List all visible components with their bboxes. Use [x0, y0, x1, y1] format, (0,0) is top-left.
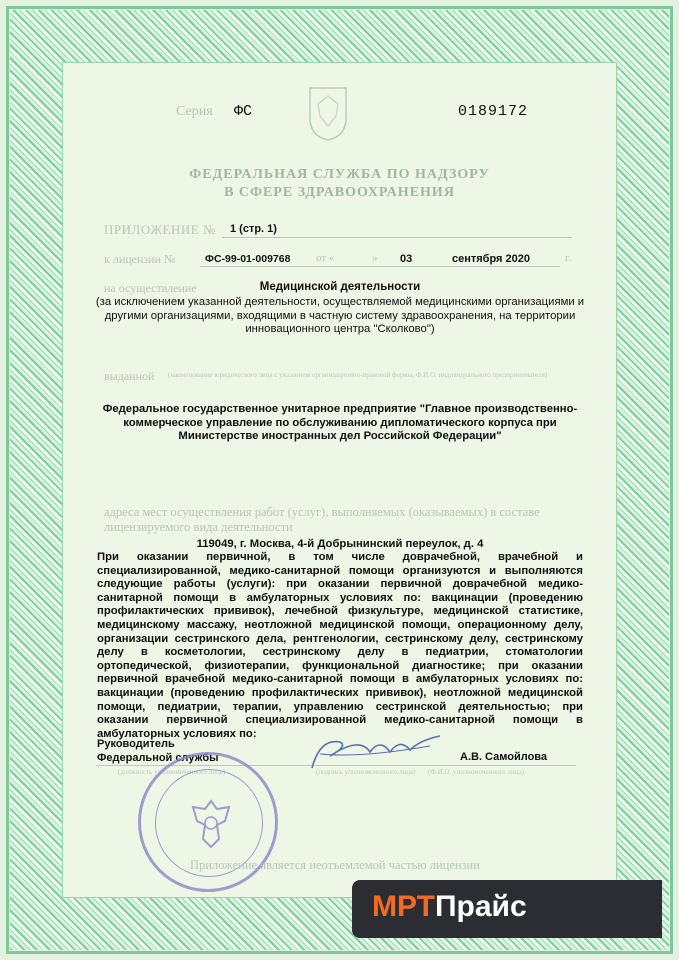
activity-label: на осуществление: [104, 281, 197, 295]
issued-org: Федеральное государственное унитарное предприятие "Главное производственно-коммерческое управление по обслуживанию дипломатического корпуса при Министерстве иностранных дел Российской Федерации": [102, 403, 578, 443]
license-month-year: сентября 2020: [452, 253, 530, 265]
license-number: 0189172: [458, 103, 529, 120]
license-quote-close: »: [372, 252, 378, 264]
brand-watermark: [352, 880, 662, 938]
license-ref-number: ФС-99-01-009768: [205, 253, 291, 265]
activity-title: Медицинской деятельности: [259, 281, 421, 293]
license-underline: [200, 266, 560, 267]
appendix-underline: [222, 237, 572, 238]
agency-line-1: ФЕДЕРАЛЬНАЯ СЛУЖБА ПО НАДЗОРУ: [189, 167, 490, 182]
appendix-label: ПРИЛОЖЕНИЕ №: [104, 222, 216, 237]
services-text: При оказании первичной, в том числе доврачебной, врачебной и специализированной, медико-санитарной помощи организуются и выполняются следующие работы (услуги): при оказании первичной доврачебной медико-санитарной помощи в амбулаторных условиях по: вакцинации (проведению профилактических прививок), лечебной физкультуре, медицинской статистике, медицинскому массажу, неотложной медицинской помощи, операционному делу, организации сестринского дела, рентгенологии, сестринскому делу, сестринскому делу в косметологии, сестринскому делу в педиатрии, стоматологии ортопедической, физиотерапии, функциональной диагностике; при оказании первичной врачебной медико-санитарной помощи в амбулаторных условиях по: вакцинации (проведению профилактических прививок), неотложной медицинской помощи, педиатрии, терапии, управлению сестринской деятельностью; при оказании первичной специализированной медико-санитарной помощи в амбулаторных условиях по:: [97, 551, 583, 740]
license-from: от «: [316, 252, 335, 264]
series-value: ФС: [234, 103, 253, 120]
license-year-suffix: г.: [565, 252, 572, 264]
signer-position-line1: Руководитель: [97, 738, 175, 750]
double-eagle-icon: [185, 795, 237, 851]
activity-note: (за исключением указанной деятельности, осуществляемой медицинскими организациями и другими организациями, входящими в частную систему здравоохранения, на территории инновационного центра "Сколково"): [95, 296, 585, 336]
brand-logo-part1: МРТ: [372, 890, 435, 923]
series-label: Серия: [176, 104, 213, 119]
sign-hint: (подпись уполномоченного лица): [316, 768, 416, 776]
issued-label: выданной: [104, 369, 155, 383]
position-hint: (должность уполномоченного лица): [118, 768, 226, 776]
appendix-value: 1 (стр. 1): [230, 223, 277, 235]
footer-note: Приложение является неотъемлемой частью лицензии: [190, 858, 480, 872]
signer-name: А.В. Самойлова: [460, 751, 548, 763]
name-hint: (Ф.И.О. уполномоченного лица): [428, 768, 524, 776]
signature-icon: [300, 728, 450, 774]
brand-logo: [372, 890, 527, 924]
emblem-icon: [306, 82, 350, 142]
address-value: 119049, г. Москва, 4-й Добрынинский переулок, д. 4: [196, 538, 484, 550]
brand-logo-part2: Прайс: [434, 890, 527, 923]
license-day: 03: [400, 253, 413, 265]
address-label: адреса мест осуществления работ (услуг), выполняемых (оказываемых) в составе лицензируемого вида деятельности: [104, 505, 540, 534]
license-prefix: к лицензии №: [104, 252, 176, 266]
issued-hint: (наименование юридического лица с указанием организационно-правовой формы, Ф.И.О. индивидуального предпринимателя): [168, 371, 548, 379]
agency-line-2: В СФЕРЕ ЗДРАВООХРАНЕНИЯ: [224, 185, 455, 200]
signer-position-line2: Федеральной службы: [97, 752, 219, 764]
